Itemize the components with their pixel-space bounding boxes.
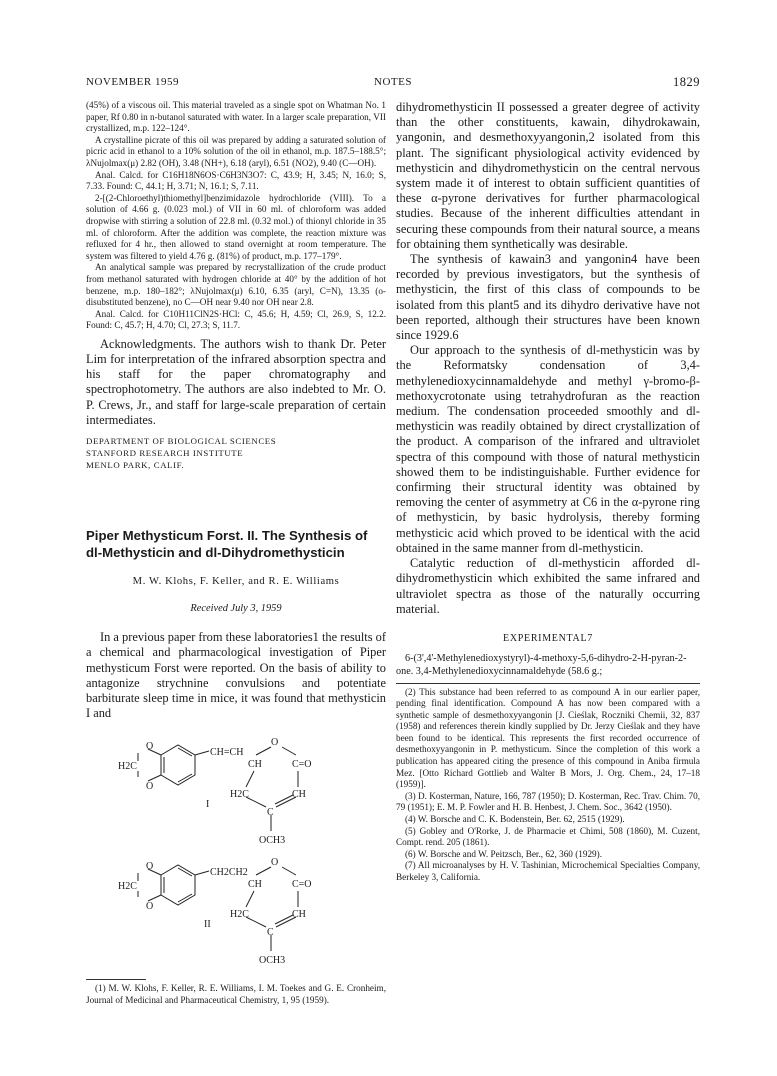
intro bbox=[86, 630, 386, 721]
experimental-heading: EXPERIMENTAL7 bbox=[503, 632, 593, 644]
intro-text: In a previous paper from these laboratories1 the results of a chemical and pharmacological investigation of Piper methysticum Forst were reported. On the basis of ability to antagonize strychnine convulsions and potentiate barbiturate sleep time in mice, it was found that methysticin I and bbox=[86, 630, 386, 721]
structure-dihydromethysticin-labels bbox=[118, 857, 312, 966]
footnote: (1) M. W. Klohs, F. Keller, R. E. Williams, I. M. Toekes and G. E. Cronheim, Journal of Medicinal and Pharmaceutical Chemistry, 1, 95 (1959). bbox=[86, 983, 386, 1005]
footnotes-left bbox=[86, 983, 386, 1006]
atom-label: CH bbox=[292, 789, 306, 801]
structure-drawing bbox=[86, 725, 386, 973]
affiliation-line: MENLO PARK, CALIF. bbox=[86, 460, 185, 471]
right-column bbox=[396, 100, 700, 884]
paragraph: A crystalline picrate of this oil was prepared by adding a saturated solution of picric acid in ethanol to a 10% solution of the oil in ethanol, m.p. 187.5–188.5°; λNujolmax(μ) 2.82 (OH), 3.48 (NH+), 6.18 (aryl), 6.51 (NO2), 9.40 (C—OH). bbox=[86, 134, 386, 168]
acknowledgments-text: Acknowledgments. The authors wish to thank Dr. Peter Lim for interpretation of the infrared absorption spectra and his staff for the paper chromatography and spectrophotometry. The authors are also indebted to Mr. O. P. Crews, Jr., and staff for large-scale preparation of certain intermediates. bbox=[86, 336, 386, 427]
header-section: NOTES bbox=[374, 76, 412, 88]
acknowledgments bbox=[86, 337, 386, 428]
atom-label: C bbox=[267, 807, 274, 819]
paragraph: Our approach to the synthesis of dl-methysticin was by the Reformatsky condensation of 3,4-methylenedioxycinnamaldehyde and methyl γ-bromo-β-methoxycrotonate using tetrahydrofuran as the reaction medium. The condensation proceeded smoothly and dl-methysticin was readily obtained by direct crystallization of the product. A comparison of the infrared and ultraviolet spectra of this compound with those of natural methysticin showed them to be indistinguishable. Further evidence for confirming their structural identity was obtained by removing the center of asymmetry at C6 in the α-pyrone ring of methysticin, by basic hydrolysis, thereby forming methysticic acid which proved to be identical with the acid obtained in the same manner from dl-methysticin. bbox=[396, 343, 700, 555]
paragraph: Anal. Calcd. for C10H11ClN2S·HCl: C, 45.6; H, 4.59; Cl, 26.9, S, 12.2. Found: C, 45.7; H, 4.70; Cl, 27.3; S, 11.7. bbox=[86, 308, 386, 331]
paragraph: The synthesis of kawain3 and yangonin4 have been recorded by previous investigators, but the synthesis of methysticin, the first of this class of compounds to be isolated from this plant5 and its dihydro derivative have not been reported, although their structures have been known since 1929.6 bbox=[396, 252, 700, 343]
footnote-rule bbox=[396, 683, 700, 684]
compound-number: I bbox=[206, 799, 210, 811]
atom-label: O bbox=[146, 901, 154, 913]
atom-label: C=O bbox=[292, 759, 312, 771]
footnote: (5) Gobley and O'Rorke, J. de Pharmacie et Chimi, 508 (1860), M. Cuzent, Compt. rend. 205 (1861). bbox=[396, 825, 700, 848]
article-title: Piper Methysticum Forst. II. The Synthesis of dl-Methysticin and dl-Dihydromethysticin bbox=[86, 528, 368, 561]
footnote-rule bbox=[86, 979, 146, 980]
chemical-structures bbox=[86, 725, 386, 973]
footnote: (7) All microanalyses by H. V. Tashinian, Microchemical Specialties Company, Berkeley 3, California. bbox=[396, 860, 700, 882]
atom-label: H2C bbox=[230, 909, 249, 921]
header-date: NOVEMBER 1959 bbox=[86, 76, 179, 88]
paragraph: 2-[(2-Chloroethyl)thiomethyl]benzimidazole hydrochloride (VIII). To a solution of 4.66 g. (0.023 mol.) of VII in 60 ml. of chloroform was added dropwise with stirring a solution of 22.8 ml. (0.32 mol.) of thionyl chloride in 35 ml. of chloroform. After the addition was complete, the reaction mixture was refluxed for 4 hr., then allowed to stand overnight at room temperature. The system was filtered to yield 4.76 g. (81%) of product, m.p. 177–179°. bbox=[86, 192, 386, 261]
experimental bbox=[396, 653, 700, 679]
paragraph: (45%) of a viscous oil. This material traveled as a single spot on Whatman No. 1 paper, Rf 0.80 in n-butanol saturated with water. In a larger scale preparation, VII crystallized, m.p. 122–124°. bbox=[86, 100, 386, 134]
chain-label: CH2CH2 bbox=[210, 867, 248, 879]
paragraph: Catalytic reduction of dl-methysticin afforded dl-dihydromethysticin which exhibited the same infrared and ultraviolet spectra as those of the naturally occurring material. bbox=[396, 556, 700, 616]
affiliation-line: DEPARTMENT OF BIOLOGICAL SCIENCES bbox=[86, 436, 277, 447]
structure-methysticin-labels bbox=[118, 737, 312, 846]
running-header bbox=[86, 76, 700, 92]
atom-label: H2C bbox=[118, 761, 137, 773]
atom-label: H2C bbox=[230, 789, 249, 801]
previous-article-end bbox=[86, 100, 386, 332]
atom-label: O bbox=[146, 741, 154, 753]
atom-label: C=O bbox=[292, 879, 312, 891]
footnote: (3) D. Kosterman, Nature, 166, 787 (1950); D. Kosterman, Rec. Trav. Chim. 70, 79 (1951); E. M. P. Fowler and H. B. Henbest, J. Chem. Soc., 3642 (1950). bbox=[396, 790, 700, 813]
atom-label: OCH3 bbox=[259, 835, 286, 847]
footnote: (6) W. Borsche and W. Peitzsch, Ber., 62, 360 (1929). bbox=[405, 848, 602, 859]
article-body bbox=[396, 100, 700, 617]
left-column bbox=[86, 100, 386, 1007]
paragraph: An analytical sample was prepared by recrystallization of the crude product from methanol saturated with hydrogen chloride at 40° by the addition of hot benzene, m.p. 180–182°; λNujolmax(μ) 6.10, 6.35 (aryl, C=N), 13.35 (o-disubstituted benzene), no C—OH near 9.40 nor OH near 2.8. bbox=[86, 262, 386, 308]
atom-label: CH bbox=[292, 909, 306, 921]
received-date: Received July 3, 1959 bbox=[190, 603, 282, 615]
atom-label: O bbox=[271, 737, 279, 749]
atom-label: O bbox=[146, 781, 154, 793]
atom-label: H2C bbox=[118, 881, 137, 893]
atom-label: C bbox=[267, 927, 274, 939]
atom-label: O bbox=[146, 861, 154, 873]
article-authors: M. W. Klohs, F. Keller, and R. E. Williams bbox=[132, 576, 340, 588]
atom-label: OCH3 bbox=[259, 955, 286, 967]
affiliation-line: STANFORD RESEARCH INSTITUTE bbox=[86, 448, 244, 459]
compound-number: II bbox=[204, 919, 211, 931]
paragraph: dihydromethysticin II possessed a greater degree of activity than the other constituents, kawain, dihydrokawain, yangonin, and desmethoxyyangonin,2 isolated from this plant. The significant physiological activity evidenced by methysticin and dihydromethysticin on the central nervous system made it of interest to obtain sufficient quantities of these α-pyrone derivatives for further pharmacological studies. Because of the inherent difficulties attendant in securing these compounds from their natural source, a means for obtaining them synthetically was desirable. bbox=[396, 100, 700, 251]
paragraph: Anal. Calcd. for C16H18N6OS·C6H3N3O7: C, 43.9; H, 3.45; N, 16.0; S, 7.33. Found: C, 44.1; H, 3.71; N, 16.1; S, 7.11. bbox=[86, 169, 386, 192]
page-number: 1829 bbox=[673, 75, 700, 89]
experimental-text: 6-(3',4'-Methylenedioxystyryl)-4-methoxy-5,6-dihydro-2-H-pyran-2-one. 3,4-Methylenedioxycinnamaldehyde (58.6 g.; bbox=[396, 652, 687, 677]
atom-label: O bbox=[271, 857, 279, 869]
footnotes-right bbox=[396, 687, 700, 884]
atom-label: CH bbox=[248, 759, 262, 771]
footnote: (2) This substance had been referred to as compound A in our earlier paper, pending final identification. Compound A has now been compared with a synthetic sample of desmethoxyyangonin [J. Cieślak, Roczniki Chemii, 32, 837 (1958) and references therein kindly supplied by Dr. Jerzy Cieślak and they have been found to be identical. This represents the first recorded occurrence of desmethoxyyangonin in P. methysticum. Since the completion of this work a publication has appeared citing the presence of this compound in Aniba firmula Mez. [Otto Richard Gottlieb and Walter B Mors, J. Org. Chem., 24, 17–18 (1959)]. bbox=[396, 686, 700, 790]
affiliation bbox=[86, 435, 386, 471]
chain-label: CH=CH bbox=[210, 747, 244, 759]
footnote: (4) W. Borsche and C. K. Bodenstein, Ber. 62, 2515 (1929). bbox=[405, 814, 625, 825]
atom-label: CH bbox=[248, 879, 262, 891]
